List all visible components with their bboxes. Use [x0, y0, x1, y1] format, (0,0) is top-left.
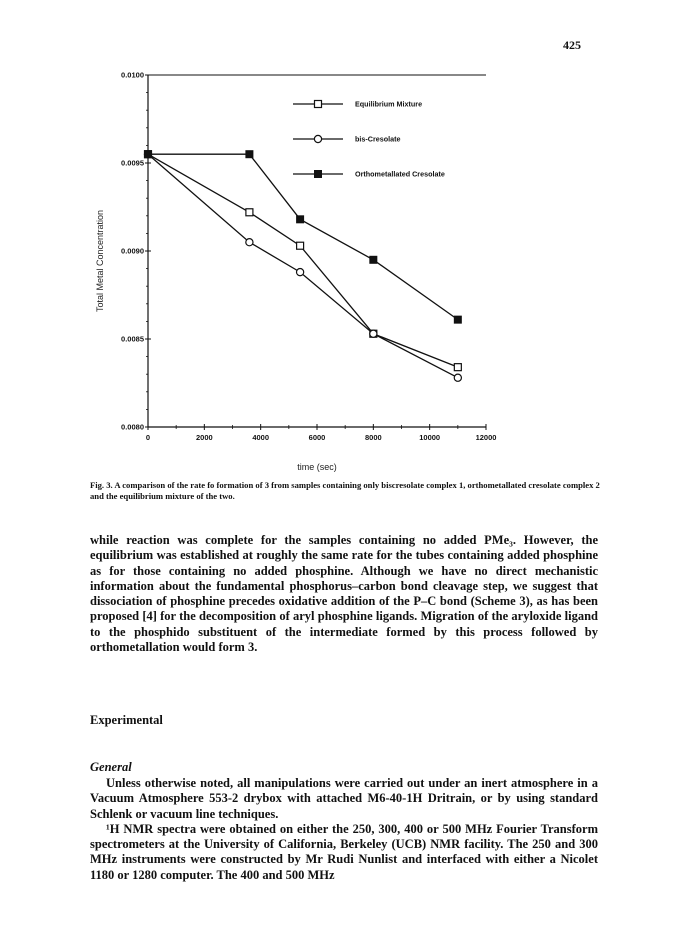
data-point-series-1	[297, 269, 304, 276]
y-tick-label: 0.0095	[121, 158, 144, 168]
x-axis-title: time (sec)	[297, 462, 337, 472]
y-tick-label: 0.0085	[121, 334, 144, 344]
figure-caption: Fig. 3. A comparison of the rate fo formation of 3 from samples containing only biscresolate complex 1, orthometallated cresolate complex 2 and the equilibrium mixture of the two.	[90, 480, 600, 501]
data-point-series-0	[297, 242, 304, 249]
x-tick-label: 0	[145, 433, 151, 442]
body-paragraph	[90, 533, 598, 655]
series-line-1	[148, 154, 458, 378]
x-tick-label: 6000	[308, 433, 326, 442]
y-tick-label: 0.0090	[121, 246, 144, 256]
body-paragraph-text: while reaction was complete for the samples containing no added PMe₃. However, the equilibrium was established at roughly the same rate for the tubes containing added phosphine as for those containing no added phosphine. Although we have no direct mechanistic information about the fundamental phosphorus–carbon bond cleavage step, we suggest that dissociation of phosphine precedes oxidative addition of the P–C bond (Scheme 3), as has been proposed [4] for the decomposition of aryl phosphine ligands. Migration of the aryloxide ligand to the phosphido substituent of the intermediate formed by this process followed by orthometallation would form 3.	[90, 533, 598, 655]
data-point-series-2	[370, 256, 377, 263]
data-point-series-2	[145, 151, 152, 158]
x-tick-label: 2000	[195, 433, 213, 442]
x-tick-label: 8000	[364, 433, 382, 442]
data-point-series-2	[454, 316, 461, 323]
data-point-series-2	[246, 151, 253, 158]
x-tick-label: 10000	[419, 433, 441, 442]
data-point-series-1	[370, 330, 377, 337]
legend-marker	[315, 101, 322, 108]
chart-legend	[293, 100, 445, 179]
data-point-series-2	[297, 216, 304, 223]
experimental-text	[90, 776, 598, 883]
chart-series-lines	[148, 154, 458, 378]
x-tick-label: 12000	[475, 433, 497, 442]
data-point-series-0	[246, 209, 253, 216]
data-point-series-1	[454, 374, 461, 381]
series-line-2	[148, 154, 458, 319]
y-tick-label: 0.0100	[121, 70, 144, 80]
y-axis-title: Total Metal Concentration	[95, 209, 105, 313]
legend-marker	[315, 171, 322, 178]
legend-marker	[314, 135, 321, 142]
legend-label: bis-Cresolate	[355, 134, 401, 144]
x-tick-label: 4000	[252, 433, 270, 442]
subsection-heading: General	[90, 760, 132, 774]
experimental-paragraph-2: ¹H NMR spectra were obtained on either the 250, 300, 400 or 500 MHz Fourier Transform spectrometers at the University of California, Berkeley (UCB) NMR facility. The 250 and 300 MHz instruments were constructed by Mr Rudi Nunlist and interfaced with either a Nicolet 1180 or 1280 computer. The 400 and 500 MHz	[90, 821, 598, 882]
page-number: 425	[563, 38, 581, 52]
series-line-0	[148, 154, 458, 367]
experimental-paragraph-1: Unless otherwise noted, all manipulations were carried out under an inert atmosphere in a Vacuum Atmosphere 553-2 drybox with attached M6-40-1H Dritrain, or by using standard Schlenk or vacuum line techniques.	[90, 776, 598, 821]
data-point-series-1	[246, 239, 253, 246]
section-heading: Experimental	[90, 713, 163, 727]
legend-label: Orthometallated Cresolate	[355, 169, 445, 179]
legend-label: Equilibrium Mixture	[355, 99, 423, 109]
chart-axes	[95, 71, 496, 473]
data-point-series-0	[454, 364, 461, 371]
y-tick-label: 0.0080	[121, 422, 144, 432]
chart-series-markers	[144, 151, 461, 382]
